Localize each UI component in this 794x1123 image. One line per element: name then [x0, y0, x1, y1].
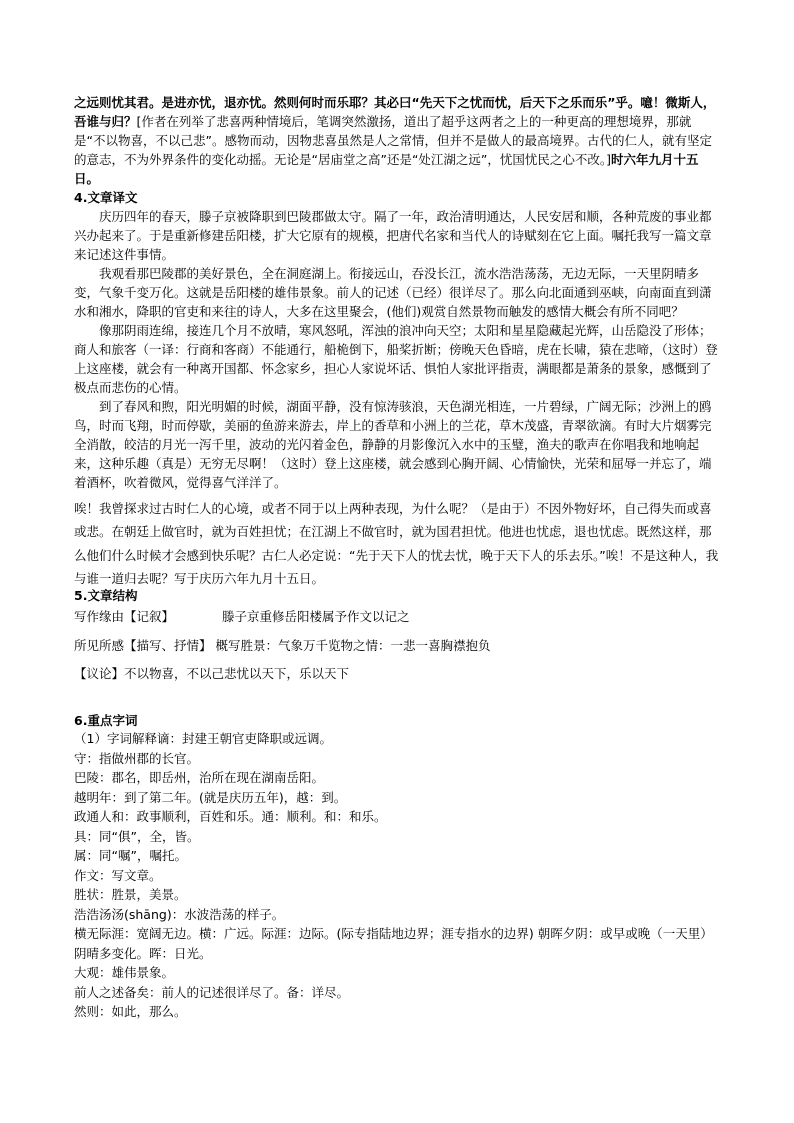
structure-row-2: 所见所感【描写、抒情】 概写胜景：气象万千览物之情：一悲一喜胸襟抱负	[74, 638, 491, 653]
vocabulary-list	[74, 729, 722, 1022]
vocab-line: 横无际涯：宽阔无边。横：广远。际涯：边际。(际专指陆地边界；涯专指水的边界) 朝晖夕阴：或早或晚（一天里）阴晴多变化。晖：日光。	[74, 926, 713, 961]
translation-paragraph-4: 到了春风和煦，阳光明媚的时候，湖面平静，没有惊涛骇浪，天色湖光相连，一片碧绿，广阔无际；沙洲上的鸥鸟，时而飞翔，时而停歇，美丽的鱼游来游去，岸上的香草和小洲上的兰花，草木茂盛，青翠欲滴。有时大片烟雾完全消散，皎洁的月光一泻千里，波动的光闪着金色，静静的月影像沉入水中的玉璧，渔夫的歌声在你唱我和地响起来，这种乐趣（真是）无穷无尽啊！（这时）登上这座楼，就会感到心胸开阔、心情愉快，光荣和屈辱一并忘了，端着酒杯，吹着微风，觉得喜气洋洋了。	[74, 399, 712, 490]
translation-body	[74, 207, 722, 492]
translation-paragraph-3: 像那阴雨连绵，接连几个月不放晴，寒风怒吼，浑浊的浪冲向天空；太阳和星星隐藏起光辉，山岳隐没了形体；商人和旅客（一译：行商和客商）不能通行，船桅倒下，船桨折断；傍晚天色昏暗，虎在长啸，猿在悲啼，（这时）登上这座楼，就会有一种离开国都、怀念家乡，担心人家说坏话、惧怕人家批评指责，满眼都是萧条的景象，感慨到了极点而悲伤的心情。	[74, 323, 718, 395]
translation-paragraph-1: 庆历四年的春天，滕子京被降职到巴陵郡做太守。隔了一年，政治清明通达，人民安居和顺，各种荒废的事业都兴办起来了。于是重新修建岳阳楼，扩大它原有的规模，把唐代名家和当代人的诗赋刻在它上面。嘱托我写一篇文章来记述这件事情。	[74, 209, 712, 262]
vocab-line: 具：同“俱”，全，皆。	[74, 828, 200, 844]
structure-row-1	[74, 607, 410, 627]
vocab-line: 胜状：胜景，美景。	[74, 887, 187, 902]
structure-row-1-right: 滕子京重修岳阳楼属予作文以记之	[222, 609, 410, 624]
vocab-line: 守：指做州郡的长官。	[74, 750, 200, 766]
structure-row-1-left: 写作缘由【记叙】	[74, 609, 175, 624]
section6-heading: 6.重点字词	[74, 713, 138, 728]
vocab-line: 大观：雄伟景象。	[74, 965, 175, 980]
structure-row-3: 【议论】不以物喜，不以己悲忧以天下，乐以天下	[74, 666, 350, 681]
translation-paragraph-5: 唉！我曾探求过古时仁人的心境，或者不同于以上两种表现，为什么呢？（是由于）不因外物好坏，自己得失而或喜或悲。在朝廷上做官时，就为百姓担忧；在江湖上不做官时，就为国君担忧。他进也忧虑，退也忧虑。既然这样，那么他们什么时候才会感到快乐呢？古仁人必定说：“先于天下人的忧去忧，晚于天下人的乐去乐。”唉！不是这种人，我与谁一道归去呢？写于庆历六年九月十五日。	[74, 501, 719, 586]
intro-commentary: [作者在列举了悲喜两种情境后，笔调突然激扬，道出了超乎这两者之上的一种更高的理想境界，那就是“不以物喜，不以己悲”。感物而动，因物悲喜虽然是人之常情，但并不是做人的最高境界。古代的仁人，就有坚定的意志，不为外界条件的变化动摇。无论是“居庙堂之高”还是“处江湖之远”，忧国忧民之心不改。]	[74, 114, 712, 167]
vocab-line: 越明年：到了第二年。(就是庆历五年)，越：到。	[74, 789, 347, 805]
vocab-line: 然则：如此，那么。	[74, 1004, 187, 1019]
vocab-line: 作文：写文章。	[74, 867, 162, 883]
section4-heading: 4.文章译文	[74, 190, 138, 205]
vocab-line: （1）字词解释谪：封建王朝官吏降职或远调。	[74, 731, 332, 746]
vocab-line: 前人之述备矣：前人的记述很详尽了。备：详尽。	[74, 984, 350, 1000]
intro-date: 时六年九月十五日。	[74, 152, 699, 186]
section5-heading: 5.文章结构	[74, 588, 138, 603]
vocab-line: 属：同“嘱”，嘱托。	[74, 848, 187, 863]
vocab-line: 巴陵：郡名，即岳州，治所在现在湖南岳阳。	[74, 770, 325, 785]
intro-bold-text: 之远则忧其君。是进亦忧，退亦忧。然则何时而乐耶？其必曰“先天下之忧而忧，后天下之乐而乐”乎。噫！微斯人，吾谁与归？	[74, 95, 716, 129]
intro-paragraph	[74, 93, 722, 188]
translation-paragraph-2: 我观看那巴陵郡的美好景色，全在洞庭湖上。衔接远山，吞没长江，流水浩浩荡荡，无边无际，一天里阴晴多变，气象千变万化。这就是岳阳楼的雄伟景象。前人的记述（已经）很详尽了。那么向北面通到巫峡，向南面直到潇水和湘水，降职的官吏和来往的诗人，大多在这里聚会，(他们)观赏自然景物而触发的感情大概会有所不同吧？	[74, 266, 712, 319]
vocab-line: 浩浩汤汤(shāng)：水波浩荡的样子。	[74, 906, 285, 922]
vocab-line: 政通人和：政事顺利，百姓和乐。通：顺利。和：和乐。	[74, 809, 387, 824]
